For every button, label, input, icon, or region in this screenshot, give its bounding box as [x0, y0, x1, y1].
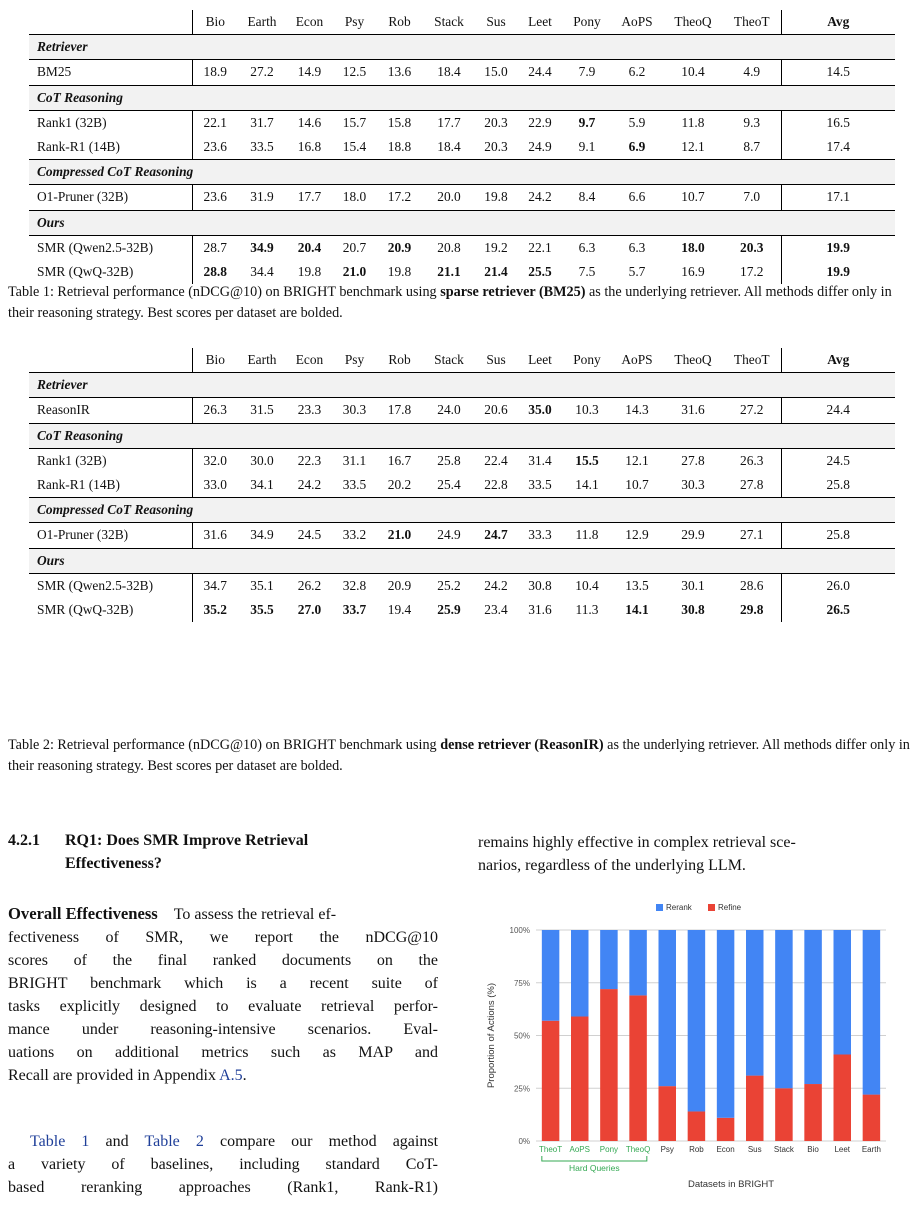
score-cell: 14.9	[297, 64, 322, 80]
header-cell-earth: Earth	[247, 352, 277, 368]
section-row	[29, 160, 895, 185]
bar-rerank-theot	[542, 930, 560, 1021]
method-name: SMR (Qwen2.5-32B)	[29, 573, 192, 598]
bar-rerank-psy	[659, 930, 677, 1086]
score-cell: 33.3	[528, 527, 552, 543]
bar-refine-aops	[571, 1017, 589, 1141]
score-cell: 28.7	[203, 239, 227, 255]
score-cell: 22.1	[528, 239, 552, 255]
score-cell: 15.4	[342, 139, 367, 155]
x-tick-label: Sus	[747, 1145, 762, 1154]
x-tick-label: Stack	[773, 1145, 794, 1154]
section-row	[29, 548, 895, 573]
header-cell-sus: Sus	[486, 14, 506, 30]
method-name: SMR (QwQ-32B)	[29, 598, 192, 622]
header-cell-rob: Rob	[388, 352, 411, 368]
score-cell: 23.4	[484, 601, 508, 617]
score-cell: 31.5	[250, 402, 274, 418]
score-cell: 14.3	[625, 402, 649, 418]
score-cell: 17.1	[781, 185, 895, 210]
x-tick-label: Bio	[807, 1145, 819, 1154]
hard-queries-bracket	[542, 1156, 647, 1161]
bar-rerank-aops	[571, 930, 589, 1017]
score-cell: 26.3	[740, 452, 764, 468]
score-cell: 26.0	[781, 573, 895, 598]
header-cell-leet: Leet	[528, 14, 552, 30]
score-cell: 19.8	[297, 263, 322, 279]
score-cell: 26.5	[781, 598, 895, 622]
header-cell-theoq: TheoQ	[674, 352, 712, 368]
score-cell: 17.4	[781, 135, 895, 160]
bar-refine-bio	[804, 1084, 822, 1141]
score-cell: 6.3	[628, 239, 646, 255]
score-cell: 30.8	[528, 577, 552, 593]
score-cell: 22.4	[484, 452, 508, 468]
action-proportion-chart	[478, 898, 918, 1198]
score-cell: 9.3	[743, 114, 761, 130]
section-label: CoT Reasoning	[29, 85, 895, 110]
section-heading	[8, 829, 438, 875]
score-cell: 25.5	[528, 263, 552, 279]
bar-rerank-sus	[746, 930, 764, 1076]
method-name: SMR (QwQ-32B)	[29, 260, 192, 284]
appendix-link[interactable]: A.5	[219, 1067, 243, 1084]
table-row	[29, 523, 895, 548]
score-cell: 22.8	[484, 477, 508, 493]
table-row	[29, 185, 895, 210]
score-cell: 20.3	[484, 139, 508, 155]
bar-refine-theot	[542, 1021, 560, 1141]
method-name: BM25	[29, 60, 192, 85]
header-cell-method	[29, 10, 192, 35]
score-cell: 6.9	[628, 139, 646, 155]
score-cell: 28.6	[740, 577, 764, 593]
score-cell: 21.1	[437, 263, 461, 279]
section-label: CoT Reasoning	[29, 423, 895, 448]
section-label: Ours	[29, 548, 895, 573]
score-cell: 34.4	[250, 263, 274, 279]
score-cell: 24.9	[528, 139, 552, 155]
score-cell: 6.6	[628, 189, 646, 205]
score-cell: 19.9	[781, 235, 895, 260]
table-1-link[interactable]: Table 1	[30, 1133, 90, 1150]
bar-rerank-earth	[863, 930, 881, 1095]
right-column-text: remains highly effective in complex retrieval sce- narios, regardless of the underlying LLM.	[478, 834, 796, 874]
score-cell: 32.8	[342, 577, 367, 593]
table-2	[29, 348, 895, 622]
header-cell-aops: AoPS	[621, 14, 653, 30]
score-cell: 11.8	[681, 114, 705, 130]
section-title-line-1: RQ1: Does SMR Improve Retrieval	[65, 832, 309, 849]
score-cell: 28.8	[203, 263, 227, 279]
x-tick-label: Leet	[834, 1145, 851, 1154]
section-label: Retriever	[29, 35, 895, 60]
score-cell: 20.4	[297, 239, 322, 255]
score-cell: 25.8	[781, 523, 895, 548]
score-cell: 23.3	[297, 402, 322, 418]
score-cell: 5.7	[628, 263, 646, 279]
score-cell: 17.7	[437, 114, 461, 130]
legend-swatch-rerank	[656, 904, 663, 911]
score-cell: 17.2	[387, 189, 412, 205]
score-cell: 30.0	[250, 452, 274, 468]
score-cell: 17.7	[297, 189, 322, 205]
score-cell: 35.0	[528, 402, 552, 418]
header-cell-econ: Econ	[295, 14, 324, 30]
header-cell-pony: Pony	[573, 14, 601, 30]
score-cell: 11.8	[575, 527, 599, 543]
score-cell: 12.5	[342, 64, 367, 80]
table-row	[29, 448, 895, 473]
table-1-caption: Table 1: Retrieval performance (nDCG@10) on BRIGHT benchmark using sparse retriever (BM25) as the underlying retriever. All methods differ only in their reasoning strategy. Best scores per dataset are bolded.	[8, 284, 892, 321]
score-cell: 34.7	[203, 577, 227, 593]
section-label: Retriever	[29, 373, 895, 398]
score-cell: 31.4	[528, 452, 552, 468]
score-cell: 22.3	[297, 452, 322, 468]
score-cell: 33.5	[342, 477, 367, 493]
header-cell-stack: Stack	[434, 14, 464, 30]
score-cell: 22.9	[528, 114, 552, 130]
score-cell: 10.4	[575, 577, 599, 593]
score-cell: 17.2	[740, 263, 764, 279]
section-row	[29, 210, 895, 235]
score-cell: 18.4	[437, 64, 461, 80]
score-cell: 14.1	[575, 477, 599, 493]
table-header-row	[29, 10, 895, 35]
bar-refine-stack	[775, 1088, 793, 1141]
score-cell: 21.4	[484, 263, 508, 279]
section-row	[29, 423, 895, 448]
table-row	[29, 573, 895, 598]
score-cell: 16.5	[781, 110, 895, 135]
score-cell: 20.9	[387, 239, 412, 255]
header-cell-theoq: TheoQ	[674, 14, 712, 30]
table-row	[29, 398, 895, 423]
header-cell-pony: Pony	[573, 352, 601, 368]
header-cell-theot: TheoT	[733, 352, 770, 368]
score-cell: 19.2	[484, 239, 508, 255]
score-cell: 34.1	[250, 477, 274, 493]
method-name: SMR (Qwen2.5-32B)	[29, 235, 192, 260]
score-cell: 25.2	[437, 577, 461, 593]
bar-rerank-stack	[775, 930, 793, 1088]
score-cell: 18.8	[387, 139, 412, 155]
header-cell-econ: Econ	[295, 352, 324, 368]
score-cell: 31.6	[203, 527, 227, 543]
score-cell: 34.9	[250, 239, 274, 255]
bar-refine-rob	[688, 1111, 706, 1141]
table-row	[29, 135, 895, 160]
score-cell: 16.8	[297, 139, 322, 155]
score-cell: 24.7	[484, 527, 508, 543]
header-cell-psy: Psy	[344, 14, 365, 30]
score-cell: 26.2	[297, 577, 322, 593]
section-title-line-2: Effectiveness?	[65, 855, 162, 872]
score-cell: 34.9	[250, 527, 274, 543]
score-cell: 10.4	[681, 64, 705, 80]
score-cell: 33.2	[342, 527, 367, 543]
score-cell: 20.2	[387, 477, 412, 493]
method-name: Rank-R1 (14B)	[29, 473, 192, 498]
score-cell: 15.5	[575, 452, 599, 468]
header-cell-sus: Sus	[486, 352, 506, 368]
score-cell: 20.7	[342, 239, 367, 255]
bar-refine-pony	[600, 989, 617, 1141]
table-header-row	[29, 348, 895, 373]
table-row	[29, 598, 895, 622]
score-cell: 5.9	[628, 114, 646, 130]
score-cell: 10.3	[575, 402, 599, 418]
score-cell: 9.7	[578, 114, 596, 130]
score-cell: 33.7	[342, 601, 367, 617]
score-cell: 7.9	[578, 64, 596, 80]
header-cell-psy: Psy	[344, 352, 365, 368]
score-cell: 27.2	[740, 402, 764, 418]
section-label: Compressed CoT Reasoning	[29, 498, 895, 523]
method-name: Rank1 (32B)	[29, 448, 192, 473]
score-cell: 24.5	[781, 448, 895, 473]
score-cell: 8.4	[578, 189, 596, 205]
score-cell: 30.3	[681, 477, 705, 493]
score-cell: 10.7	[625, 477, 649, 493]
score-cell: 24.2	[484, 577, 508, 593]
bar-rerank-pony	[600, 930, 617, 989]
bar-refine-theoq	[629, 995, 647, 1141]
table-row	[29, 235, 895, 260]
section-row	[29, 85, 895, 110]
score-cell: 24.2	[297, 477, 322, 493]
score-cell: 32.0	[203, 452, 227, 468]
bar-refine-sus	[746, 1076, 764, 1141]
score-cell: 27.0	[297, 601, 322, 617]
score-cell: 30.8	[681, 601, 705, 617]
score-cell: 29.9	[681, 527, 705, 543]
header-cell-bio: Bio	[205, 352, 225, 368]
score-cell: 25.9	[437, 601, 461, 617]
score-cell: 10.7	[681, 189, 705, 205]
section-row	[29, 35, 895, 60]
score-cell: 13.6	[387, 64, 412, 80]
x-tick-label: Earth	[861, 1145, 881, 1154]
bar-rerank-bio	[804, 930, 822, 1084]
x-tick-label: TheoQ	[625, 1145, 651, 1154]
score-cell: 31.9	[250, 189, 274, 205]
score-cell: 18.9	[203, 64, 227, 80]
score-cell: 23.6	[203, 189, 227, 205]
header-cell-bio: Bio	[205, 14, 225, 30]
legend-label-rerank: Rerank	[666, 903, 692, 912]
header-cell-avg: Avg	[781, 348, 895, 373]
score-cell: 15.8	[387, 114, 412, 130]
score-cell: 25.4	[437, 477, 461, 493]
score-cell: 20.9	[387, 577, 412, 593]
score-cell: 20.6	[484, 402, 508, 418]
score-cell: 20.8	[437, 239, 461, 255]
y-tick-label: 25%	[513, 1084, 530, 1094]
score-cell: 13.5	[625, 577, 649, 593]
score-cell: 12.1	[681, 139, 705, 155]
score-cell: 35.1	[250, 577, 274, 593]
method-name: O1-Pruner (32B)	[29, 185, 192, 210]
section-row	[29, 498, 895, 523]
score-cell: 25.8	[437, 452, 461, 468]
y-tick-label: 50%	[513, 1031, 530, 1041]
score-cell: 14.6	[297, 114, 322, 130]
score-cell: 20.0	[437, 189, 461, 205]
bar-refine-earth	[863, 1095, 881, 1141]
score-cell: 24.4	[528, 64, 552, 80]
score-cell: 17.8	[387, 402, 412, 418]
score-cell: 18.4	[437, 139, 461, 155]
paragraph-heading: Overall Effectiveness	[8, 904, 158, 923]
bar-rerank-theoq	[629, 930, 647, 995]
x-tick-label: TheoT	[539, 1145, 563, 1154]
header-cell-theot: TheoT	[733, 14, 770, 30]
score-cell: 35.5	[250, 601, 274, 617]
table-1	[29, 10, 895, 284]
section-number: 4.2.1	[8, 832, 40, 849]
score-cell: 27.8	[681, 452, 705, 468]
header-cell-avg: Avg	[781, 10, 895, 35]
score-cell: 19.8	[387, 263, 412, 279]
bar-refine-psy	[659, 1086, 677, 1141]
score-cell: 18.0	[342, 189, 367, 205]
score-cell: 27.2	[250, 64, 274, 80]
score-cell: 24.9	[437, 527, 461, 543]
bar-refine-leet	[834, 1054, 852, 1141]
x-tick-label: Pony	[599, 1145, 619, 1154]
table-row	[29, 60, 895, 85]
score-cell: 11.3	[575, 601, 599, 617]
score-cell: 30.3	[342, 402, 367, 418]
score-cell: 26.3	[203, 402, 227, 418]
score-cell: 31.7	[250, 114, 274, 130]
x-tick-label: AoPS	[569, 1145, 590, 1154]
x-axis-label: Datasets in BRIGHT	[687, 1179, 775, 1190]
header-cell-rob: Rob	[388, 14, 411, 30]
section-label: Ours	[29, 210, 895, 235]
y-tick-label: 75%	[513, 978, 530, 988]
score-cell: 19.8	[484, 189, 508, 205]
table-row	[29, 260, 895, 284]
method-name: ReasonIR	[29, 398, 192, 423]
table-2-link[interactable]: Table 2	[144, 1133, 204, 1150]
score-cell: 4.9	[743, 64, 761, 80]
score-cell: 33.5	[528, 477, 552, 493]
score-cell: 27.8	[740, 477, 764, 493]
score-cell: 30.1	[681, 577, 705, 593]
header-cell-aops: AoPS	[621, 352, 653, 368]
score-cell: 25.8	[781, 473, 895, 498]
score-cell: 29.8	[740, 601, 764, 617]
score-cell: 6.3	[578, 239, 596, 255]
score-cell: 24.5	[297, 527, 322, 543]
y-tick-label: 100%	[509, 926, 530, 935]
header-cell-method	[29, 348, 192, 373]
method-name: O1-Pruner (32B)	[29, 523, 192, 548]
header-cell-stack: Stack	[434, 352, 464, 368]
score-cell: 33.0	[203, 477, 227, 493]
table-2-caption: Table 2: Retrieval performance (nDCG@10) on BRIGHT benchmark using dense retriever (ReasonIR) as the underlying retriever. All methods differ only in their reasoning strategy. Best scores per dataset are bolded.	[8, 737, 910, 774]
y-axis-label: Proportion of Actions (%)	[486, 982, 497, 1089]
score-cell: 33.5	[250, 139, 274, 155]
header-cell-leet: Leet	[528, 352, 552, 368]
score-cell: 20.3	[484, 114, 508, 130]
score-cell: 24.4	[781, 398, 895, 423]
method-name: Rank-R1 (14B)	[29, 135, 192, 160]
score-cell: 8.7	[743, 139, 761, 155]
score-cell: 23.6	[203, 139, 227, 155]
section-row	[29, 373, 895, 398]
score-cell: 18.0	[681, 239, 705, 255]
legend-label-refine: Refine	[718, 903, 742, 912]
score-cell: 24.0	[437, 402, 461, 418]
score-cell: 14.5	[781, 60, 895, 85]
x-tick-label: Rob	[689, 1145, 704, 1154]
hard-queries-label: Hard Queries	[569, 1163, 620, 1173]
x-tick-label: Econ	[716, 1145, 735, 1154]
score-cell: 31.1	[342, 452, 367, 468]
header-cell-earth: Earth	[247, 14, 277, 30]
score-cell: 19.9	[781, 260, 895, 284]
score-cell: 7.5	[578, 263, 596, 279]
score-cell: 22.1	[203, 114, 227, 130]
score-cell: 15.0	[484, 64, 508, 80]
score-cell: 19.4	[387, 601, 412, 617]
bar-rerank-econ	[717, 930, 735, 1118]
y-tick-label: 0%	[518, 1137, 530, 1146]
bar-refine-econ	[717, 1118, 735, 1141]
score-cell: 31.6	[528, 601, 552, 617]
section-label: Compressed CoT Reasoning	[29, 160, 895, 185]
score-cell: 16.9	[681, 263, 705, 279]
score-cell: 9.1	[578, 139, 596, 155]
score-cell: 21.0	[342, 263, 367, 279]
table-row	[29, 473, 895, 498]
paragraph-comparison: Table 1 and Table 2 compare our method against a variety of baselines, including standard CoT- based reranking approaches (Rank1, Rank-R1)	[8, 1133, 439, 1196]
score-cell: 27.1	[740, 527, 764, 543]
paragraph-overall-effectiveness: Overall Effectiveness To assess the retrieval ef- fectiveness of SMR, we report the nDCG@10 scores of the final ranked documents on the BRIGHT benchmark which is a recent suite of tasks explicitly designed to evaluate retrieval perfor- mance under reasoning-intensive scenarios. Eval- uations on additional metrics such as MAP and Recall are provided in Appendix A.5.	[8, 904, 438, 1084]
score-cell: 16.7	[387, 452, 412, 468]
score-cell: 6.2	[628, 64, 646, 80]
score-cell: 14.1	[625, 601, 649, 617]
bar-rerank-rob	[688, 930, 706, 1111]
score-cell: 15.7	[342, 114, 367, 130]
score-cell: 24.2	[528, 189, 552, 205]
table-row	[29, 110, 895, 135]
score-cell: 12.9	[625, 527, 649, 543]
x-tick-label: Psy	[660, 1145, 674, 1154]
legend-swatch-refine	[708, 904, 715, 911]
score-cell: 21.0	[387, 527, 412, 543]
bar-rerank-leet	[834, 930, 852, 1054]
score-cell: 12.1	[625, 452, 649, 468]
score-cell: 20.3	[740, 239, 764, 255]
method-name: Rank1 (32B)	[29, 110, 192, 135]
score-cell: 31.6	[681, 402, 705, 418]
score-cell: 7.0	[743, 189, 761, 205]
score-cell: 35.2	[203, 601, 227, 617]
